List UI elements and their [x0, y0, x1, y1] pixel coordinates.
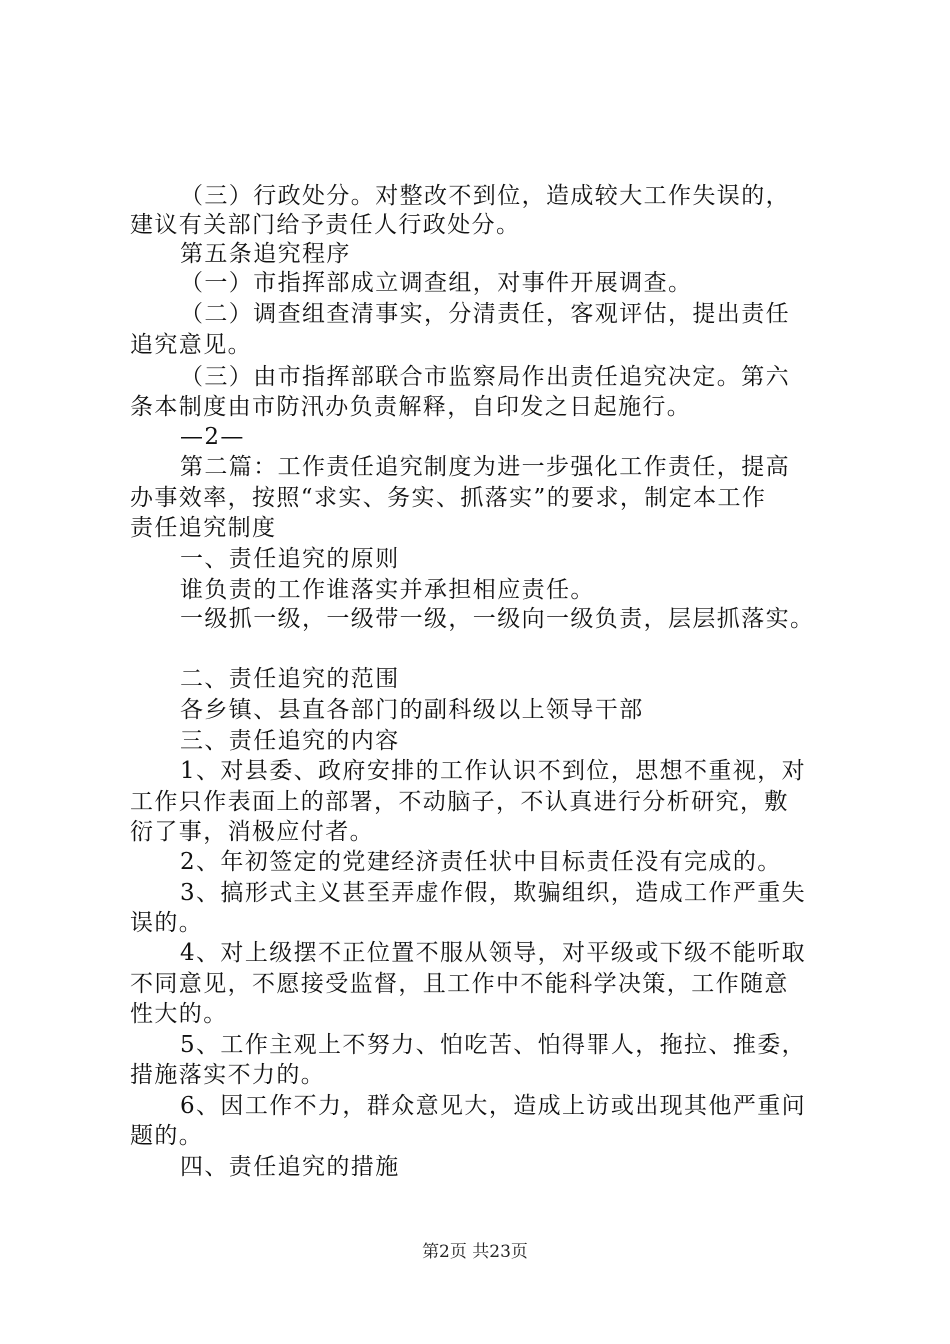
heading-3: 三、责任追究的内容 [180, 728, 400, 754]
text-line: 条本制度由市防汛办负责解释，自印发之日起施行。 [130, 394, 692, 420]
text-line: （一）市指挥部成立调查组，对事件开展调查。 [180, 270, 693, 296]
text-line: 4、对上级摆不正位置不服从领导，对平级或下级不能听取 [180, 940, 807, 966]
text-line: （三）行政处分。对整改不到位，造成较大工作失误的， [180, 183, 790, 209]
text-line: （二）调查组查清事实，分清责任，客观评估，提出责任 [180, 301, 790, 327]
text-line: 2、年初签定的党建经济责任状中目标责任没有完成的。 [180, 849, 782, 875]
heading-1: 一、责任追究的原则 [180, 546, 400, 572]
text-line: 建议有关部门给予责任人行政处分。 [130, 212, 521, 238]
text-line: 不同意见，不愿接受监督，且工作中不能科学决策，工作随意 [130, 971, 789, 997]
text-line: 5、工作主观上不努力、怕吃苦、怕得罪人，拖拉、推委， [180, 1032, 807, 1058]
text-line: 谁负责的工作谁落实并承担相应责任。 [180, 577, 595, 603]
text-line: 各乡镇、县直各部门的副科级以上领导干部 [180, 697, 644, 723]
text-line: 衍了事，消极应付者。 [130, 819, 374, 845]
text-line: 3、搞形式主义甚至弄虚作假，欺骗组织，造成工作严重失 [180, 880, 807, 906]
text-line: 措施落实不力的。 [130, 1062, 326, 1088]
text-line: 办事效率，按照“求实、务实、抓落实”的要求，制定本工作 [130, 485, 767, 511]
text-line: 第五条追究程序 [180, 241, 351, 267]
section-title: 第二篇：工作责任追究制度为进一步强化工作责任，提高 [180, 454, 790, 480]
heading-2: 二、责任追究的范围 [180, 666, 400, 692]
text-line: 追究意见。 [130, 332, 252, 358]
text-line: 性大的。 [130, 1001, 228, 1027]
text-line: 题的。 [130, 1123, 204, 1149]
text-line: 6、因工作不力，群众意见大，造成上访或出现其他严重问 [180, 1093, 807, 1119]
page-footer: 第2页 共23页 [422, 1242, 528, 1262]
text-line: 1、对县委、政府安排的工作认识不到位，思想不重视，对 [180, 758, 807, 784]
text-line: 责任追究制度 [130, 515, 277, 541]
text-line: （三）由市指挥部联合市监察局作出责任追究决定。第六 [180, 364, 790, 390]
text-line: 工作只作表面上的部署，不动脑子，不认真进行分析研究，敷 [130, 789, 789, 815]
text-line: 一级抓一级，一级带一级，一级向一级负责，层层抓落实。 [180, 606, 815, 632]
heading-4: 四、责任追究的措施 [180, 1154, 400, 1180]
text-line: 误的。 [130, 910, 204, 936]
page-marker: —2— [180, 424, 245, 450]
